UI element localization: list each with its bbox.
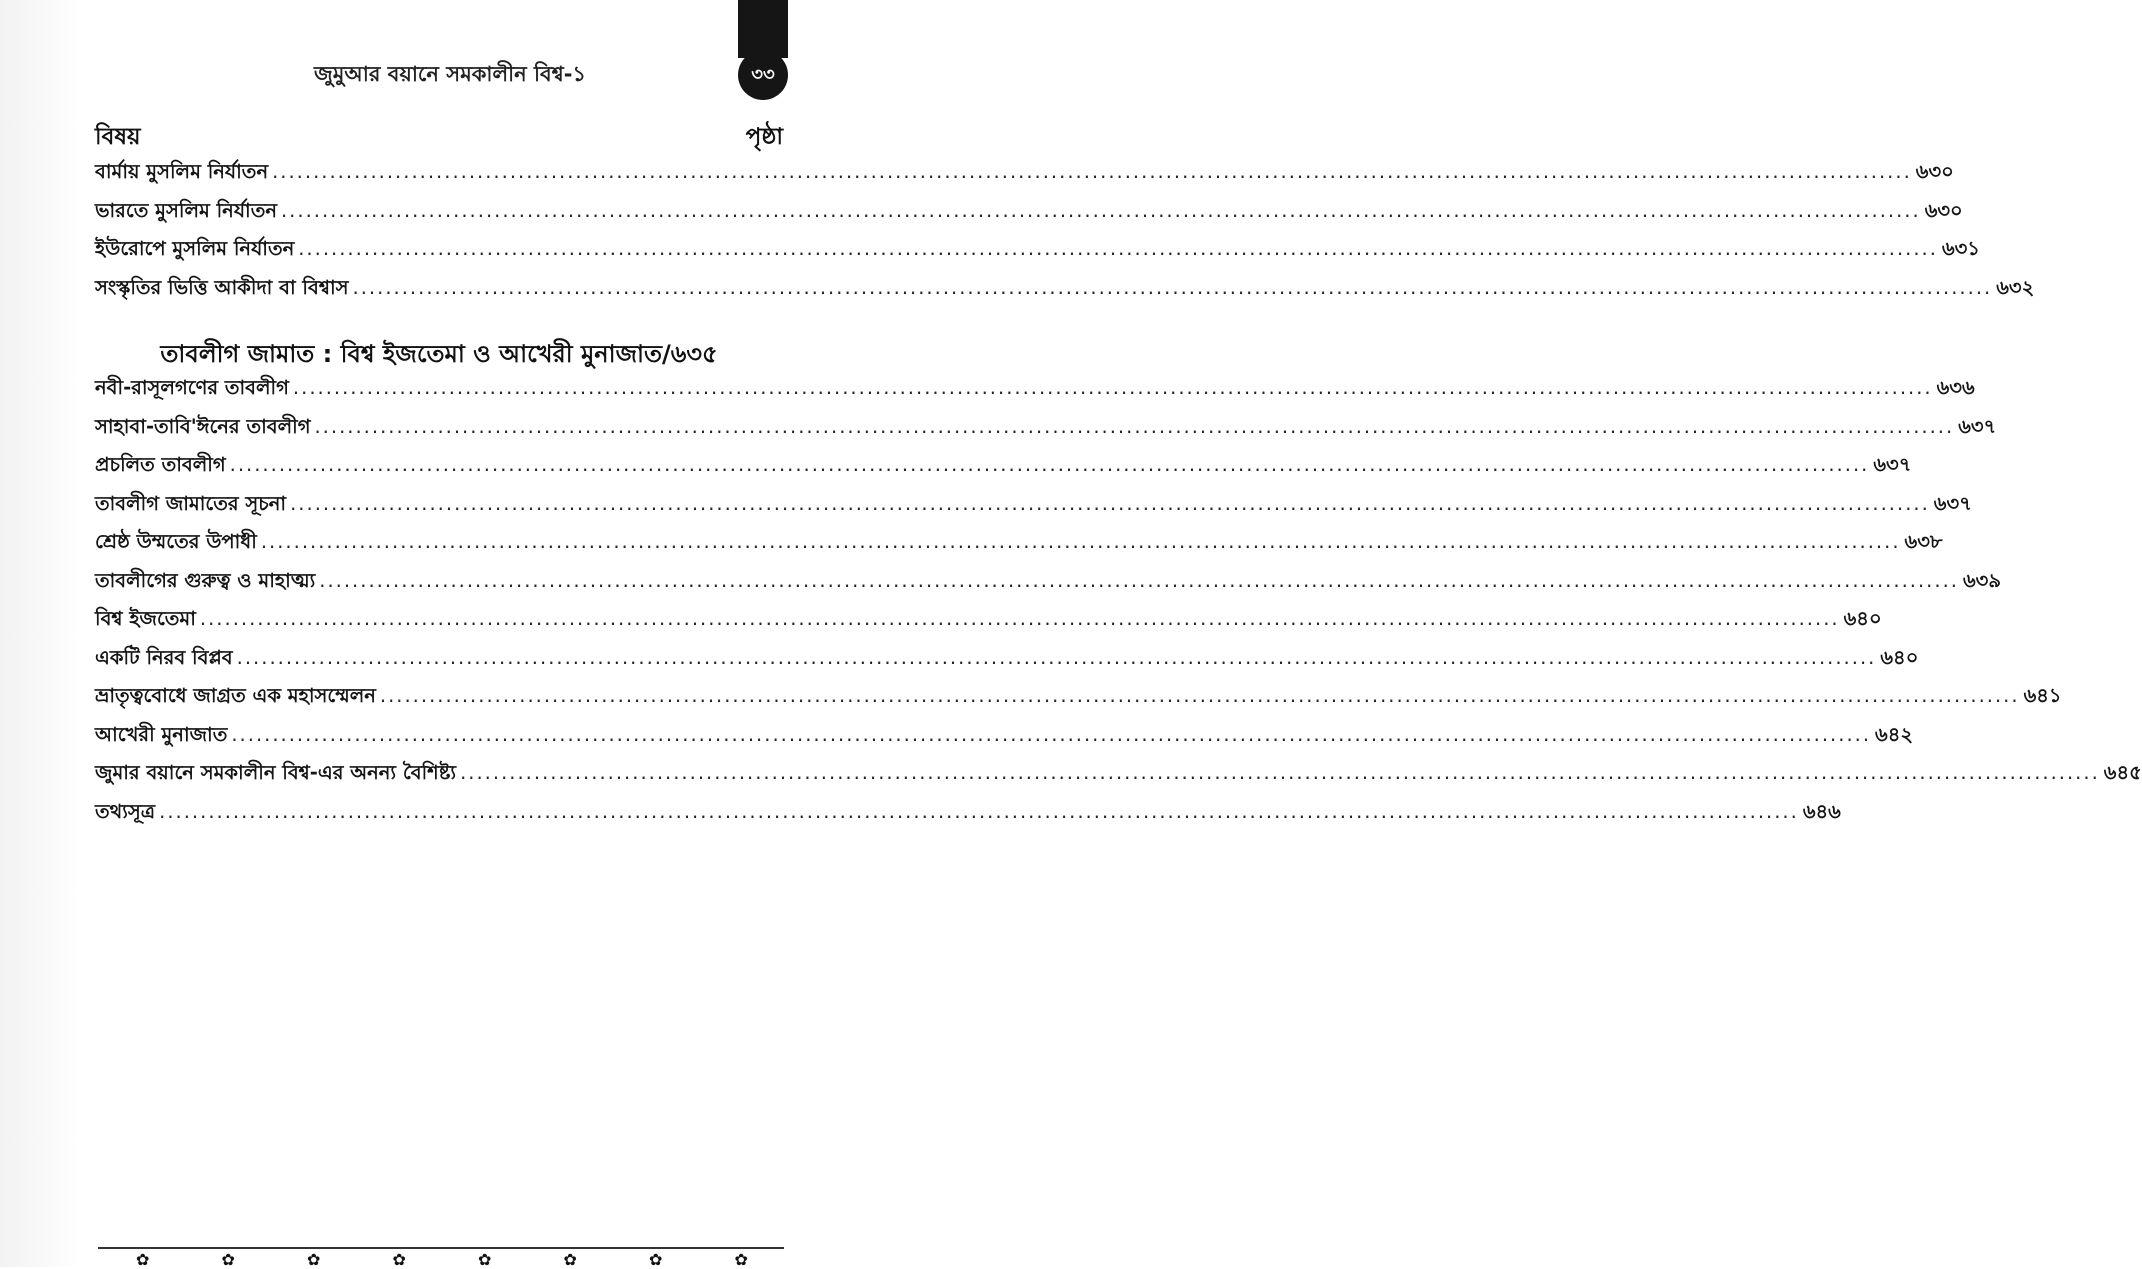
topic-column-header: বিষয়: [95, 124, 141, 150]
toc-entry: [95, 567, 2001, 606]
toc-entry-title: ইউরোপে মুসলিম নির্যাতন: [95, 237, 295, 260]
leader-dots: ........................................................................................................................................................................................................: [231, 722, 1872, 746]
toc-entry: [95, 721, 1914, 760]
toc-entry-page: ৬৩১: [1941, 237, 1980, 260]
toc-entry-title: প্রচলিত তাবলীগ: [95, 453, 226, 476]
leader-dots: ........................................................................................................................................................................................................: [314, 414, 1955, 438]
toc-entry-page: ৬৪০: [1843, 607, 1882, 630]
toc-entry-page: ৬৩২: [1996, 275, 2035, 299]
flower-ornament-icon: ✿: [478, 1250, 492, 1269]
footer-ornament: [100, 1252, 784, 1268]
toc-entry-title: নবী-রাসূলগণের তাবলীগ: [95, 376, 289, 399]
toc-entry: [95, 451, 1912, 490]
toc-list-part-1: [95, 158, 2035, 312]
leader-dots: ........................................................................................................................................................................................................: [280, 198, 1921, 222]
toc-entry: [95, 235, 1980, 274]
toc-entry-title: বার্মায় মুসলিম নির্যাতন: [95, 160, 269, 183]
toc-entry-page: ৬৩৮: [1904, 530, 1943, 553]
flower-ornament-icon: ✿: [221, 1250, 235, 1269]
toc-entry: [95, 274, 2035, 313]
toc-entry-title: সাহাবা-তাবি'ঈনের তাবলীগ: [95, 414, 311, 438]
toc-entry-page: ৬৩৭: [1933, 491, 1972, 515]
toc-entry-page: ৬৩৭: [1958, 414, 1997, 438]
toc-entry-page: ৬৪১: [2023, 684, 2062, 707]
toc-entry-title: জুমার বয়ানে সমকালীন বিশ্ব-এর অনন্য বৈশিষ্ট্য: [95, 761, 457, 784]
leader-dots: ........................................................................................................................................................................................................: [159, 799, 1799, 823]
leader-dots: ........................................................................................................................................................................................................: [379, 684, 2020, 707]
toc-entry-title: শ্রেষ্ঠ উম্মতের উপাধী: [95, 530, 257, 553]
page-number-badge: ৩৩: [738, 50, 788, 100]
toc-entry: [95, 644, 1919, 683]
book-spine-shadow: [0, 0, 80, 1267]
toc-entry: [95, 490, 1972, 529]
flower-ornament-icon: ✿: [734, 1250, 748, 1269]
toc-entry-page: ৬৩৬: [1936, 376, 1975, 399]
leader-dots: ........................................................................................................................................................................................................: [319, 568, 1959, 592]
toc-entry: [95, 528, 1943, 567]
leader-dots: ........................................................................................................................................................................................................: [272, 160, 1912, 183]
toc-entry-title: ভ্রাতৃত্ববোধে জাগ্রত এক মহাসম্মেলন: [95, 684, 376, 707]
section-heading: তাবলীগ জামাত : বিশ্ব ইজতেমা ও আখেরী মুনাজাত/৬৩৫: [160, 340, 718, 368]
toc-entry: [95, 759, 2142, 798]
flower-ornament-icon: ✿: [136, 1250, 150, 1269]
leader-dots: ........................................................................................................................................................................................................: [236, 645, 1877, 669]
toc-entry: [95, 158, 1954, 197]
footer-rule: [98, 1247, 784, 1249]
leader-dots: ........................................................................................................................................................................................................: [292, 376, 1933, 399]
toc-entry-title: একটি নিরব বিপ্লব: [95, 645, 233, 669]
toc-entry-title: আখেরী মুনাজাত: [95, 722, 228, 746]
toc-entry: [95, 605, 1882, 644]
toc-entry-page: ৬৪০: [1880, 645, 1919, 669]
toc-entry-page: ৬৩৭: [1873, 453, 1912, 476]
toc-entry-title: তথ্যসূত্র: [95, 799, 156, 823]
toc-entry-page: ৬৪৬: [1802, 799, 1841, 823]
flower-ornament-icon: ✿: [563, 1250, 577, 1269]
leader-dots: ........................................................................................................................................................................................................: [260, 530, 1901, 553]
toc-entry-title: সংস্কৃতির ভিত্তি আকীদা বা বিশ্বাস: [95, 275, 349, 299]
toc-entry-page: ৬৪৫: [2103, 761, 2142, 784]
toc-entry-title: তাবলীগের গুরুত্ব ও মাহাত্ম্য: [95, 568, 316, 592]
running-header-title: জুমুআর বয়ানে সমকালীন বিশ্ব-১: [313, 62, 587, 86]
toc-entry: [95, 682, 2062, 721]
toc-entry-page: ৬৩৯: [1962, 568, 2001, 592]
toc-entry-page: ৬৪২: [1875, 722, 1914, 746]
toc-entry-page: ৬৩০: [1915, 160, 1954, 183]
leader-dots: ........................................................................................................................................................................................................: [460, 761, 2100, 784]
toc-entry-title: তাবলীগ জামাতের সূচনা: [95, 491, 287, 515]
toc-entry-page: ৬৩০: [1924, 198, 1963, 222]
leader-dots: ........................................................................................................................................................................................................: [298, 237, 1938, 260]
flower-ornament-icon: ✿: [392, 1250, 406, 1269]
flower-ornament-icon: ✿: [649, 1250, 663, 1269]
toc-entry: [95, 374, 1975, 413]
toc-entry: [95, 798, 1841, 837]
leader-dots: ........................................................................................................................................................................................................: [229, 453, 1870, 476]
toc-entry: [95, 197, 1963, 236]
flower-ornament-icon: ✿: [307, 1250, 321, 1269]
toc-column-headers: [95, 118, 783, 157]
toc-list-part-2: [95, 374, 2142, 836]
toc-entry-title: বিশ্ব ইজতেমা: [95, 607, 196, 630]
leader-dots: ........................................................................................................................................................................................................: [290, 491, 1930, 515]
leader-dots: ........................................................................................................................................................................................................: [199, 607, 1840, 630]
toc-entry-title: ভারতে মুসলিম নির্যাতন: [95, 198, 277, 222]
page-column-header: পৃষ্ঠা: [745, 124, 783, 150]
toc-entry: [95, 413, 1997, 452]
leader-dots: ........................................................................................................................................................................................................: [352, 275, 1993, 299]
